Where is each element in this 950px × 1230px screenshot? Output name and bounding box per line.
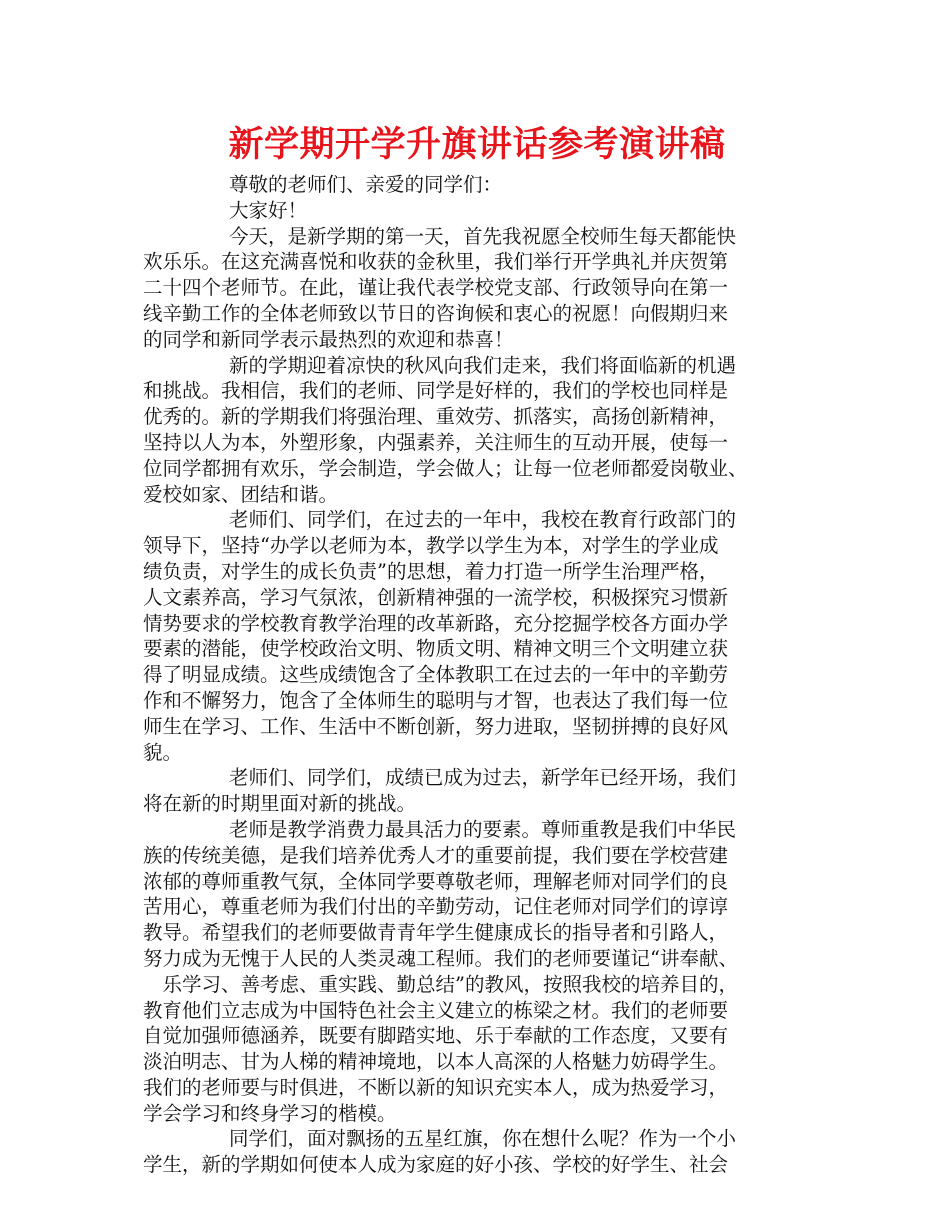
paragraph-line: 学生，新的学期如何使本人成为家庭的好小孩、学校的好学生、社会 (143, 1153, 729, 1177)
paragraph-line: 坚持以人为本，外塑形象，内强素养，关注师生的互动开展，使每一 (143, 430, 729, 454)
paragraph-line: 欢乐乐。在这充满喜悦和收获的金秋里，我们举行开学典礼并庆贺第 (143, 250, 729, 274)
paragraph-line: 线辛勤工作的全体老师致以节日的咨询候和衷心的祝愿！向假期归来 (143, 301, 729, 325)
paragraph-line: 作和不懈努力，饱含了全体师生的聪明与才智，也表达了我们每一位 (143, 688, 729, 712)
document-title: 新学期开学升旗讲话参考演讲稿 (228, 125, 726, 165)
paragraph-line: 浓郁的尊师重教气氛，全体同学要尊敬老师，理解老师对同学们的良 (143, 869, 729, 893)
paragraph-line: 领导下，坚持“办学以老师为本，教学以学生为本，对学生的学业成 (143, 534, 719, 558)
paragraph-line: 位同学都拥有欢乐，学会制造，学会做人；让每一位老师都爱岗敬业、 (143, 456, 748, 480)
paragraph-line: 情势要求的学校教育教学治理的改革新路，充分挖掘学校各方面办学 (143, 611, 729, 635)
paragraph-line: 努力成为无愧于人民的人类灵魂工程师。我们的老师要谨记“讲奉献、 (143, 946, 738, 970)
paragraph-first-line: 新的学期迎着凉快的秋风向我们走来，我们将面临新的机遇 (229, 353, 737, 377)
paragraph-first-line: 同学们，面对飘扬的五星红旗，你在想什么呢？作为一个小 (229, 1127, 737, 1151)
paragraph-first-line: 今天，是新学期的第一天，首先我祝愿全校师生每天都能快 (229, 224, 737, 248)
paragraph-line: 苦用心，尊重老师为我们付出的辛勤劳动，记住老师对同学们的谆谆 (143, 895, 729, 919)
document-page (143, 118, 811, 1178)
paragraph-line: 淡泊明志、甘为人梯的精神境地，以本人高深的人格魅力妨碍学生。 (143, 1050, 729, 1074)
greeting: 大家好！ (229, 198, 308, 222)
paragraph-line: 爱校如家、团结和谐。 (143, 482, 339, 506)
paragraph-line: 貌。 (143, 740, 183, 764)
paragraph-line: 我们的老师要与时俱进，不断以新的知识充实本人，成为热爱学习， (143, 1075, 729, 1099)
paragraph (143, 507, 811, 765)
paragraph (143, 817, 811, 1127)
paragraph (143, 224, 811, 353)
paragraph-line: 学会学习和终身学习的楷模。 (143, 1101, 397, 1125)
document-body (143, 224, 811, 1178)
paragraph (143, 1126, 811, 1178)
paragraph-line: 人文素养高，学习气氛浓，创新精神强的一流学校，积极探究习惯新 (143, 585, 729, 609)
paragraph-line: 二十四个老师节。在此，谨让我代表学校党支部、行政领导向在第一 (143, 276, 729, 300)
paragraph-line: 优秀的。新的学期我们将强治理、重效劳、抓落实，高扬创新精神， (143, 405, 729, 429)
paragraph (143, 353, 811, 508)
paragraph-line: 教导。希望我们的老师要做青青年学生健康成长的指导者和引路人， (143, 921, 729, 945)
paragraph-line: 得了明显成绩。这些成绩饱含了全体教职工在过去的一年中的辛勤劳 (143, 663, 729, 687)
paragraph-first-line: 老师是教学消费力最具活力的要素。尊师重教是我们中华民 (229, 817, 737, 841)
paragraph-line: 和挑战。我相信，我们的老师、同学是好样的，我们的学校也同样是 (143, 379, 729, 403)
paragraph-line: 乐学习、善考虑、重实践、勤总结”的教风，按照我校的培养目的， (143, 972, 738, 996)
paragraph-line: 族的传统美德，是我们培养优秀人才的重要前提，我们要在学校营建 (143, 843, 729, 867)
paragraph-line: 绩负责，对学生的成长负责”的思想，着力打造一所学生治理严格， (143, 559, 719, 583)
salutation: 尊敬的老师们、亲爱的同学们： (229, 173, 503, 196)
paragraph-first-line: 老师们、同学们，在过去的一年中，我校在教育行政部门的 (229, 508, 737, 532)
paragraph-line: 将在新的时期里面对新的挑战。 (143, 792, 417, 816)
paragraph-line: 要素的潜能，使学校政治文明、物质文明、精神文明三个文明建立获 (143, 637, 729, 661)
paragraph-line: 师生在学习、工作、生活中不断创新，努力进取，坚韧拼搏的良好风 (143, 714, 729, 738)
paragraph (143, 765, 811, 817)
paragraph-line: 教育他们立志成为中国特色社会主义建立的栋梁之材。我们的老师要 (143, 998, 729, 1022)
paragraph-first-line: 老师们、同学们，成绩已成为过去，新学年已经开场，我们 (229, 766, 737, 790)
paragraph-line: 自觉加强师德涵养，既要有脚踏实地、乐于奉献的工作态度，又要有 (143, 1024, 729, 1048)
paragraph-line: 的同学和新同学表示最热烈的欢迎和恭喜！ (143, 327, 514, 351)
